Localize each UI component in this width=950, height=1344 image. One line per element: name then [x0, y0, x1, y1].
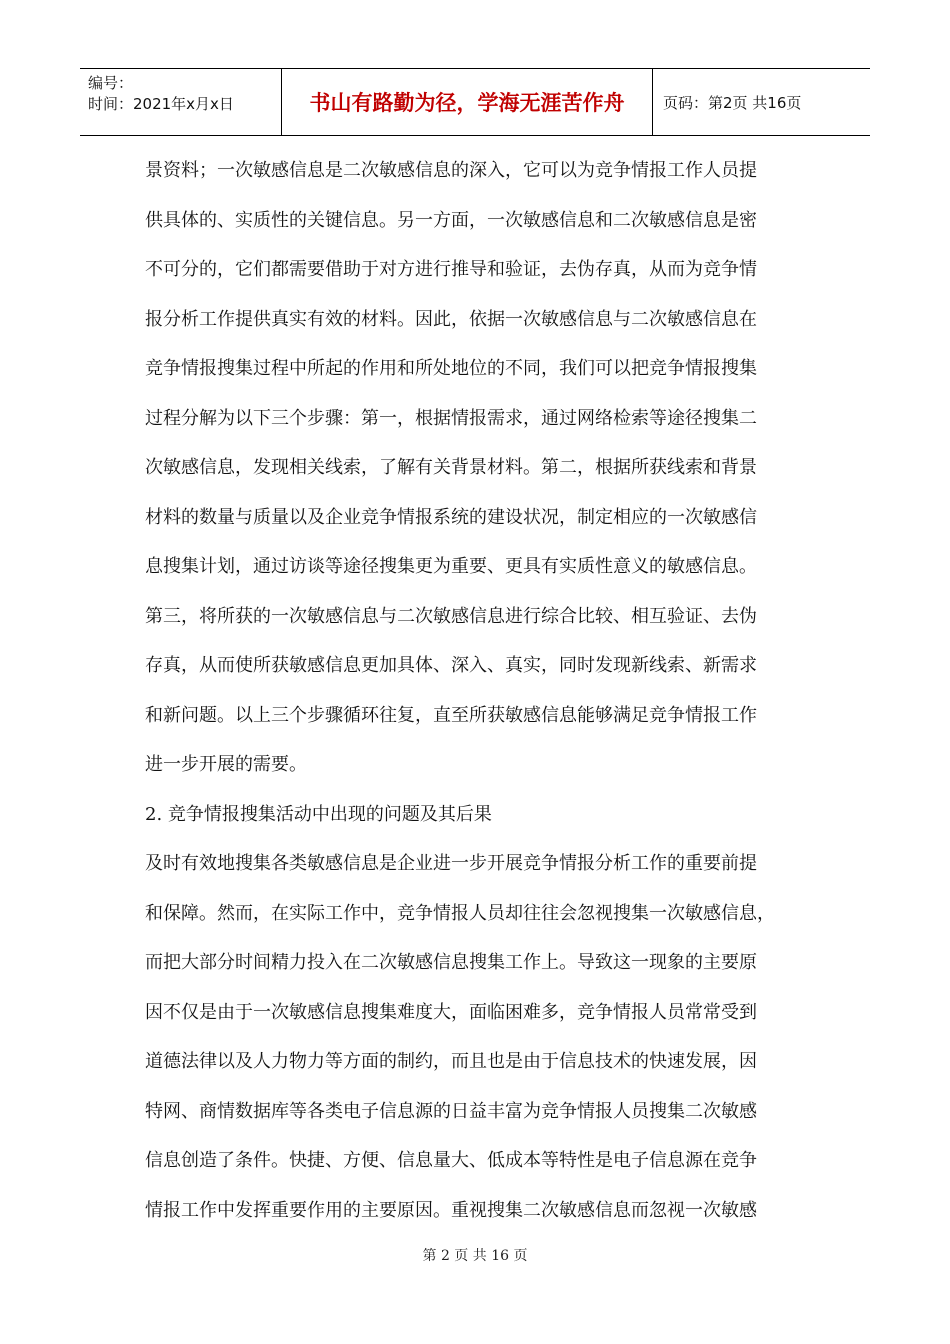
text-line: 信息创造了条件。快捷、方便、信息量大、低成本等特性是电子信息源在竞争 [145, 1150, 757, 1171]
text-line: 和保障。然而，在实际工作中，竞争情报人员却往往会忽视搜集一次敏感信息， [145, 902, 775, 924]
text-line: 及时有效地搜集各类敏感信息是企业进一步开展竞争情报分析工作的重要前提 [145, 853, 757, 874]
text-line: 第三，将所获的一次敏感信息与二次敏感信息进行综合比较、相互验证、去伪 [145, 605, 757, 627]
text-line: 因不仅是由于一次敏感信息搜集难度大，面临困难多，竞争情报人员常常受到 [145, 1001, 757, 1023]
number-label: 编号： [88, 74, 134, 92]
text-line: 竞争情报搜集过程中所起的作用和所处地位的不同，我们可以把竞争情报搜集 [145, 358, 757, 379]
text-line: 情报工作中发挥重要作用的主要原因。重视搜集二次敏感信息而忽视一次敏感 [145, 1199, 757, 1221]
text-line: 材料的数量与质量以及企业竞争情报系统的建设状况，制定相应的一次敏感信 [145, 506, 757, 528]
header-meta [80, 69, 282, 135]
text-line: 存真，从而使所获敏感信息更加具体、深入、真实，同时发现新线索、新需求 [145, 655, 757, 676]
text-line: 道德法律以及人力物力等方面的制约，而且也是由于信息技术的快速发展，因 [145, 1051, 757, 1072]
text-line: 供具体的、实质性的关键信息。另一方面，一次敏感信息和二次敏感信息是密 [145, 209, 757, 231]
time-label: 时间：2021年x月x日 [88, 95, 234, 113]
text-line: 报分析工作提供真实有效的材料。因此，依据一次敏感信息与二次敏感信息在 [145, 308, 757, 330]
page-footer: 第 2 页 共 16 页 [422, 1248, 528, 1264]
text-line: 过程分解为以下三个步骤：第一，根据情报需求，通过网络检索等途径搜集二 [145, 407, 757, 429]
text-line: 不可分的，它们都需要借助于对方进行推导和验证，去伪存真，从而为竞争情 [145, 259, 757, 280]
text-line: 景资料；一次敏感信息是二次敏感信息的深入，它可以为竞争情报工作人员提 [145, 160, 757, 181]
header-page-info: 页码：第2页 共16页 [663, 93, 802, 112]
header-motto: 书山有路勤为径，学海无涯苦作舟 [282, 69, 653, 135]
section-heading: 2. 竞争情报搜集活动中出现的问题及其后果 [145, 803, 492, 825]
text-line: 和新问题。以上三个步骤循环往复，直至所获敏感信息能够满足竞争情报工作 [145, 704, 757, 726]
text-line: 次敏感信息，发现相关线索，了解有关背景材料。第二，根据所获线索和背景 [145, 457, 757, 478]
text-line: 而把大部分时间精力投入在二次敏感信息搜集工作上。导致这一现象的主要原 [145, 952, 757, 973]
text-line: 进一步开展的需要。 [145, 754, 307, 775]
document-body [145, 146, 825, 1235]
text-line: 息搜集计划，通过访谈等途径搜集更为重要、更具有实质性意义的敏感信息。 [145, 556, 757, 577]
page-header [80, 68, 870, 136]
text-line: 特网、商情数据库等各类电子信息源的日益丰富为竞争情报人员搜集二次敏感 [145, 1100, 757, 1122]
